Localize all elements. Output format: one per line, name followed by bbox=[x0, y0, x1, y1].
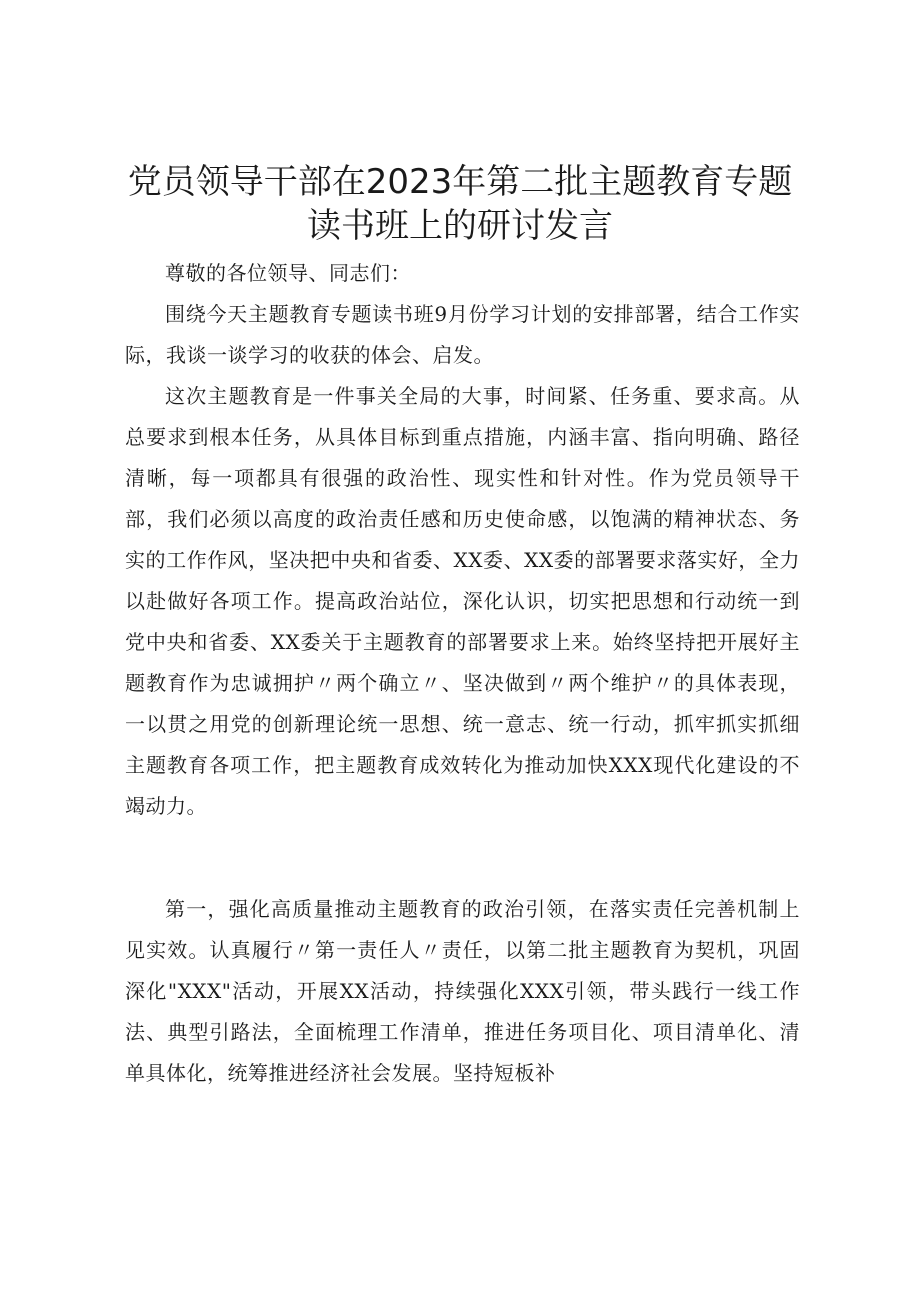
title-line-1: 党员领导干部在2023年第二批主题教育专题 bbox=[127, 162, 793, 202]
paragraph-intro: 围绕今天主题教育专题读书班9月份学习计划的安排部署，结合工作实际，我谈一谈学习的收获的体会、启发。 bbox=[125, 302, 800, 367]
paragraph-point-one: 第一，强化高质量推动主题教育的政治引领，在落实责任完善机制上见实效。认真履行〃第一责任人〃责任，以第二批主题教育为契机，巩固深化"XXX"活动，开展XX活动，持续强化XXX引领，带头践行一线工作法、典型引路法，全面梳理工作清单，推进任务项目化、项目清单化、清单具体化，统筹推进经济社会发展。坚持短板补 bbox=[125, 897, 800, 1085]
paragraph-overview: 这次主题教育是一件事关全局的大事，时间紧、任务重、要求高。从总要求到根本任务，从具体目标到重点措施，内涵丰富、指向明确、路径清晰，每一项都具有很强的政治性、现实性和针对性。作为党员领导干部，我们必须以高度的政治责任感和历史使命感，以饱满的精神状态、务实的工作作风，坚决把中央和省委、XX委、XX委的部署要求落实好，全力以赴做好各项工作。提高政治站位，深化认识，切实把思想和行动统一到党中央和省委、XX委关于主题教育的部署要求上来。始终坚持把开展好主题教育作为忠诚拥护〃两个确立〃、坚决做到〃两个维护〃的具体表现，一以贯之用党的创新理论统一思想、统一意志、统一行动，抓牢抓实抓细主题教育各项工作，把主题教育成效转化为推动加快XXX现代化建设的不竭动力。 bbox=[125, 384, 800, 818]
salutation: 尊敬的各位领导、同志们： bbox=[165, 261, 411, 285]
title-line-2: 读书班上的研讨发言 bbox=[307, 206, 613, 246]
document-body bbox=[125, 253, 800, 1094]
document-title bbox=[100, 160, 820, 248]
